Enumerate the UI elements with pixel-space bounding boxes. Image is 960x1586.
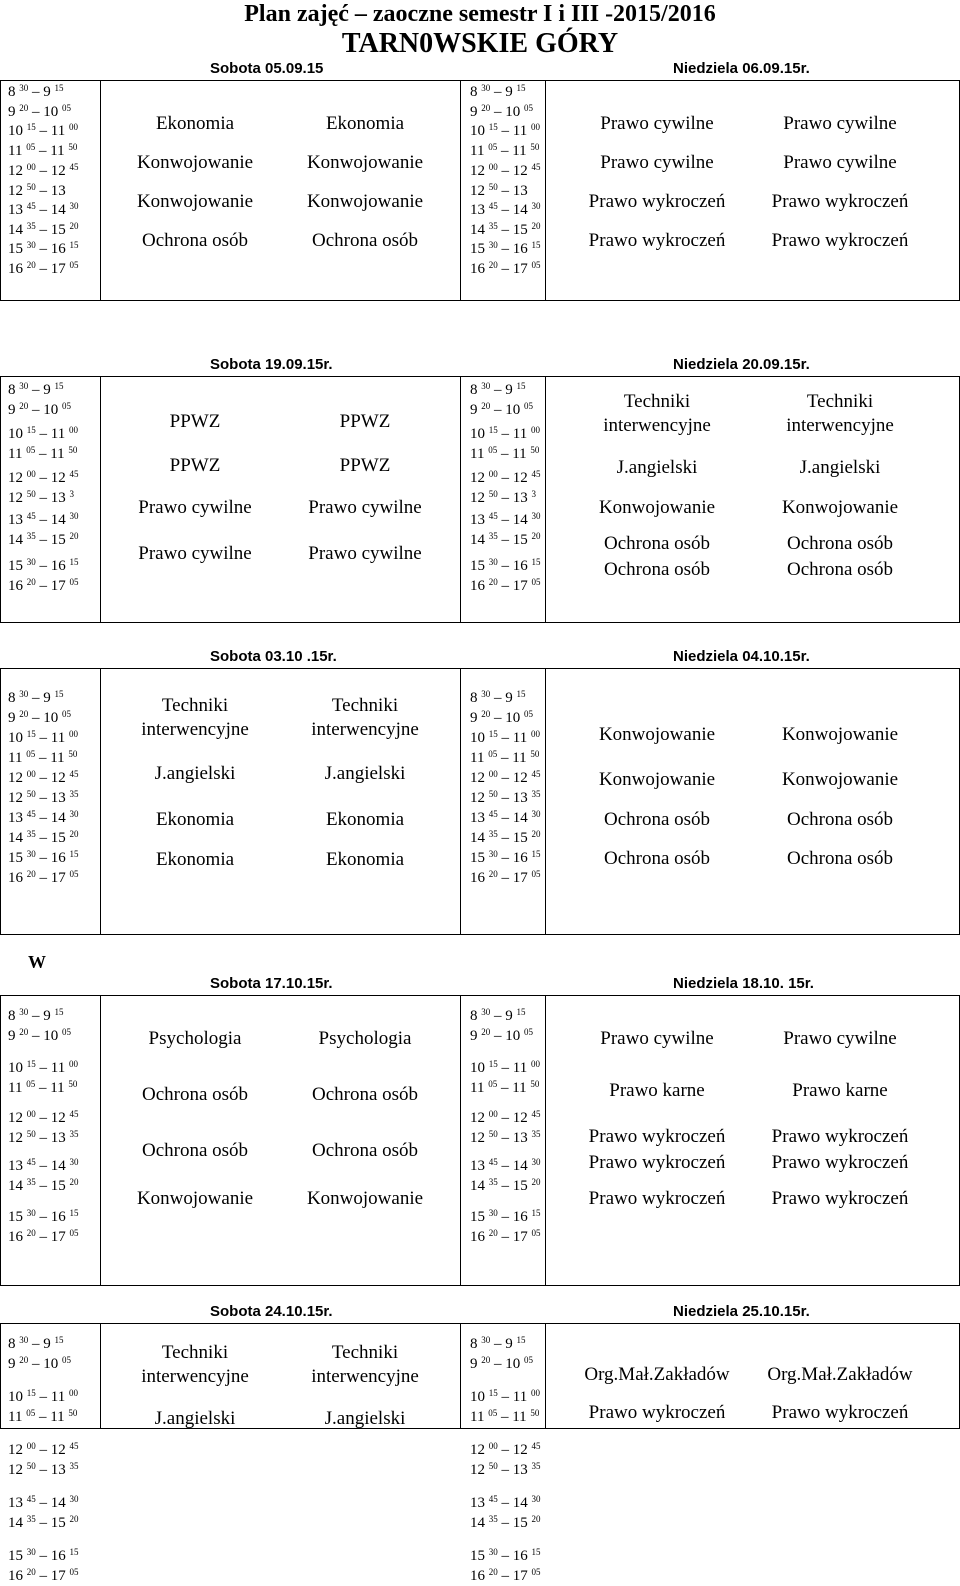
sat-time-end: 16 $^{20}$ – 17 $^{05}$ (8, 1567, 79, 1584)
sat-time-divider (100, 668, 101, 934)
sat-time-start: 13 $^{45}$ – 14 $^{30}$ (8, 201, 79, 218)
sun-subject-group-one: Prawo cywilne (600, 1028, 714, 1049)
weekend-block (0, 1303, 960, 1584)
sat-subject-group-two: Ekonomia (325, 113, 405, 134)
sat-time-start: 8 $^{30}$ – 9 $^{15}$ (8, 381, 64, 398)
sat-time-start: 12 $^{00}$ – 12 $^{45}$ (8, 1109, 79, 1126)
sat-time-start: 15 $^{30}$ – 16 $^{15}$ (8, 240, 79, 257)
sun-time-start: 15 $^{30}$ – 16 $^{15}$ (470, 849, 541, 866)
sun-time-start: 12 $^{00}$ – 12 $^{45}$ (470, 1441, 541, 1458)
sat-time-divider (100, 1323, 101, 1428)
sun-time-end: 14 $^{35}$ – 15 $^{20}$ (470, 1177, 541, 1194)
sunday-date: Niedziela 25.10.15r. (673, 1303, 810, 1320)
sun-time-start: 10 $^{15}$ – 11 $^{00}$ (470, 1388, 540, 1405)
sat-subject-group-one: Konwojowanie (136, 191, 254, 212)
table-left-border (0, 668, 1, 934)
sun-time-start: 10 $^{15}$ – 11 $^{00}$ (470, 122, 540, 139)
sat-subject-group-one: Ekonomia (155, 809, 235, 830)
sat-time-start: 12 $^{00}$ – 12 $^{45}$ (8, 469, 79, 486)
sun-time-end: 14 $^{35}$ – 15 $^{20}$ (470, 531, 541, 548)
sun-time-end: 14 $^{35}$ – 15 $^{20}$ (470, 221, 541, 238)
sat-time-divider (100, 376, 101, 622)
sat-subject-group-one: Konwojowanie (136, 152, 254, 173)
table-left-border (0, 80, 1, 300)
sat-subject-group-two: Psychologia (318, 1028, 412, 1049)
sat-time-start: 15 $^{30}$ – 16 $^{15}$ (8, 1208, 79, 1225)
sat-time-start: 13 $^{45}$ – 14 $^{30}$ (8, 1494, 79, 1511)
sat-time-end: 11 $^{05}$ – 11 $^{50}$ (8, 1079, 78, 1096)
sat-subject-group-two: Ochrona osób (311, 1140, 419, 1161)
sun-subject-group-one: Prawo cywilne (600, 152, 714, 173)
sat-time-end: 14 $^{35}$ – 15 $^{20}$ (8, 829, 79, 846)
sun-time-end: 9 $^{20}$ – 10 $^{05}$ (470, 103, 533, 120)
sat-time-end: 16 $^{20}$ – 17 $^{05}$ (8, 869, 79, 886)
sun-subject-group-two: Prawo wykroczeń (771, 1402, 909, 1423)
weekend-block (0, 975, 960, 1285)
table-top-border (0, 1323, 960, 1324)
sat-subject-group-one: Psychologia (148, 1028, 242, 1049)
sat-subject-group-one: Ekonomia (155, 113, 235, 134)
sun-subject-group-one: Konwojowanie (598, 769, 716, 790)
sun-time-end: 11 $^{05}$ – 11 $^{50}$ (470, 1408, 540, 1425)
sun-time-end: 14 $^{35}$ – 15 $^{20}$ (470, 1514, 541, 1531)
sun-right-divider (545, 1323, 546, 1428)
sun-subject-group-two: Prawo wykroczeń (771, 1126, 909, 1147)
table-bottom-border (0, 300, 960, 301)
sat-time-start: 8 $^{30}$ – 9 $^{15}$ (8, 83, 64, 100)
sat-time-start: 8 $^{30}$ – 9 $^{15}$ (8, 1335, 64, 1352)
sat-subject-group-two: Konwojowanie (306, 191, 424, 212)
sat-subject-group-two: PPWZ (339, 455, 391, 476)
sat-time-end: 16 $^{20}$ – 17 $^{05}$ (8, 260, 79, 277)
sat-subject-group-two: Ekonomia (325, 809, 405, 830)
sat-time-end: 9 $^{20}$ – 10 $^{05}$ (8, 401, 71, 418)
table-left-border (0, 995, 1, 1285)
sun-time-start: 12 $^{00}$ – 12 $^{45}$ (470, 469, 541, 486)
sat-time-start: 15 $^{30}$ – 16 $^{15}$ (8, 557, 79, 574)
sat-subject-group-two: Techniki interwencyjne (311, 1342, 419, 1387)
sun-time-start: 12 $^{00}$ – 12 $^{45}$ (470, 769, 541, 786)
sat-subject-group-one: Prawo cywilne (138, 497, 252, 518)
table-top-border (0, 80, 960, 81)
sun-time-start: 8 $^{30}$ – 9 $^{15}$ (470, 1007, 526, 1024)
table-bottom-border (0, 1285, 960, 1286)
sun-subject-group-two: Konwojowanie (781, 769, 899, 790)
sun-subject-group-one: Prawo cywilne (600, 113, 714, 134)
page-title: Plan zajęć – zaoczne semestr I i III -2015/2016 (244, 1, 716, 27)
sun-subject-group-two: J.angielski (799, 457, 881, 478)
sun-time-end: 12 $^{50}$ – 13 (470, 182, 528, 199)
sun-right-divider (545, 80, 546, 300)
sun-time-end: 16 $^{20}$ – 17 $^{05}$ (470, 577, 541, 594)
sun-right-divider (545, 995, 546, 1285)
sun-time-start: 10 $^{15}$ – 11 $^{00}$ (470, 1059, 540, 1076)
sat-time-start: 13 $^{45}$ – 14 $^{30}$ (8, 511, 79, 528)
sun-subject-group-two: Prawo wykroczeń (771, 1152, 909, 1173)
weekend-block (0, 356, 960, 622)
sun-subject-group-one: Ochrona osób (603, 559, 711, 580)
sat-subject-group-one: J.angielski (154, 1408, 236, 1429)
sat-time-start: 8 $^{30}$ – 9 $^{15}$ (8, 689, 64, 706)
sat-time-start: 12 $^{00}$ – 12 $^{45}$ (8, 1441, 79, 1458)
sat-time-end: 12 $^{50}$ – 13 $^3$ (8, 489, 74, 506)
sat-subject-group-one: J.angielski (154, 763, 236, 784)
sun-time-divider (460, 995, 461, 1285)
sunday-date: Niedziela 04.10.15r. (673, 648, 810, 665)
sun-time-end: 11 $^{05}$ – 11 $^{50}$ (470, 142, 540, 159)
sun-subject-group-one: Ochrona osób (603, 809, 711, 830)
sun-time-end: 16 $^{20}$ – 17 $^{05}$ (470, 869, 541, 886)
sun-subject-group-one: Prawo wykroczeń (588, 1126, 726, 1147)
weekend-block (0, 648, 960, 934)
sun-time-end: 12 $^{50}$ – 13 $^{35}$ (470, 1461, 541, 1478)
sun-time-start: 12 $^{00}$ – 12 $^{45}$ (470, 1109, 541, 1126)
sun-subject-group-two: Ochrona osób (786, 533, 894, 554)
sun-time-divider (460, 80, 461, 300)
sat-time-end: 12 $^{50}$ – 13 $^{35}$ (8, 789, 79, 806)
sun-right-divider (545, 668, 546, 934)
sat-time-end: 16 $^{20}$ – 17 $^{05}$ (8, 1228, 79, 1245)
sun-subject-group-one: Konwojowanie (598, 497, 716, 518)
sunday-date: Niedziela 06.09.15r. (673, 60, 810, 77)
sat-subject-group-one: Konwojowanie (136, 1188, 254, 1209)
saturday-date: Sobota 03.10 .15r. (210, 648, 337, 665)
sat-subject-group-one: Prawo cywilne (138, 543, 252, 564)
sun-time-start: 12 $^{00}$ – 12 $^{45}$ (470, 162, 541, 179)
sat-subject-group-one: Techniki interwencyjne (141, 1342, 249, 1387)
sun-time-start: 15 $^{30}$ – 16 $^{15}$ (470, 1208, 541, 1225)
sun-time-start: 10 $^{15}$ – 11 $^{00}$ (470, 729, 540, 746)
sun-time-end: 12 $^{50}$ – 13 $^{35}$ (470, 1129, 541, 1146)
table-bottom-border (0, 934, 960, 935)
sat-subject-group-two: J.angielski (324, 763, 406, 784)
sun-subject-group-two: Konwojowanie (781, 724, 899, 745)
sat-time-end: 9 $^{20}$ – 10 $^{05}$ (8, 1355, 71, 1372)
sun-time-end: 9 $^{20}$ – 10 $^{05}$ (470, 1355, 533, 1372)
sat-subject-group-one: Ochrona osób (141, 1140, 249, 1161)
sun-subject-group-two: Prawo cywilne (783, 152, 897, 173)
sun-subject-group-two: Prawo cywilne (783, 1028, 897, 1049)
sun-time-start: 15 $^{30}$ – 16 $^{15}$ (470, 557, 541, 574)
sunday-date: Niedziela 18.10. 15r. (673, 975, 814, 992)
sun-subject-group-one: Prawo wykroczeń (588, 230, 726, 251)
sun-time-start: 8 $^{30}$ – 9 $^{15}$ (470, 83, 526, 100)
sun-time-end: 14 $^{35}$ – 15 $^{20}$ (470, 829, 541, 846)
sat-subject-group-one: Techniki interwencyjne (141, 695, 249, 740)
sun-time-start: 10 $^{15}$ – 11 $^{00}$ (470, 425, 540, 442)
sat-subject-group-two: Ekonomia (325, 849, 405, 870)
saturday-date: Sobota 05.09.15 (210, 60, 324, 77)
sun-time-end: 16 $^{20}$ – 17 $^{05}$ (470, 1567, 541, 1584)
sat-time-end: 9 $^{20}$ – 10 $^{05}$ (8, 103, 71, 120)
sun-time-divider (460, 668, 461, 934)
sat-time-end: 11 $^{05}$ – 11 $^{50}$ (8, 142, 78, 159)
sun-time-start: 13 $^{45}$ – 14 $^{30}$ (470, 1157, 541, 1174)
sat-time-end: 14 $^{35}$ – 15 $^{20}$ (8, 221, 79, 238)
sun-time-end: 11 $^{05}$ – 11 $^{50}$ (470, 445, 540, 462)
sat-time-start: 10 $^{15}$ – 11 $^{00}$ (8, 729, 78, 746)
sun-subject-group-one: Ochrona osób (603, 848, 711, 869)
sat-time-start: 15 $^{30}$ – 16 $^{15}$ (8, 849, 79, 866)
sun-subject-group-two: Org.Mał.Zakładów (767, 1364, 913, 1385)
sat-subject-group-two: Prawo cywilne (308, 497, 422, 518)
sun-subject-group-one: Konwojowanie (598, 724, 716, 745)
saturday-date: Sobota 19.09.15r. (210, 356, 333, 373)
sat-time-end: 14 $^{35}$ – 15 $^{20}$ (8, 1514, 79, 1531)
sat-subject-group-one: Ochrona osób (141, 230, 249, 251)
sat-time-end: 12 $^{50}$ – 13 $^{35}$ (8, 1461, 79, 1478)
sat-subject-group-two: Ochrona osób (311, 230, 419, 251)
location-title: TARN0WSKIE GÓRY (341, 28, 619, 59)
sun-subject-group-one: J.angielski (616, 457, 698, 478)
sun-time-end: 9 $^{20}$ – 10 $^{05}$ (470, 401, 533, 418)
sat-time-start: 12 $^{00}$ – 12 $^{45}$ (8, 769, 79, 786)
sun-time-divider (460, 1323, 461, 1428)
sun-time-start: 15 $^{30}$ – 16 $^{15}$ (470, 1547, 541, 1564)
sun-time-end: 9 $^{20}$ – 10 $^{05}$ (470, 1027, 533, 1044)
table-left-border (0, 1323, 1, 1428)
sun-right-divider (545, 376, 546, 622)
w-marker: W (28, 952, 46, 972)
sat-time-divider (100, 80, 101, 300)
table-top-border (0, 995, 960, 996)
sat-time-start: 10 $^{15}$ – 11 $^{00}$ (8, 1059, 78, 1076)
sun-time-end: 16 $^{20}$ – 17 $^{05}$ (470, 1228, 541, 1245)
sat-time-end: 12 $^{50}$ – 13 $^{35}$ (8, 1129, 79, 1146)
sun-subject-group-two: Prawo wykroczeń (771, 191, 909, 212)
saturday-date: Sobota 24.10.15r. (210, 1303, 333, 1320)
sun-time-end: 12 $^{50}$ – 13 $^{35}$ (470, 789, 541, 806)
sat-time-start: 12 $^{00}$ – 12 $^{45}$ (8, 162, 79, 179)
sat-time-end: 11 $^{05}$ – 11 $^{50}$ (8, 749, 78, 766)
sat-subject-group-two: Techniki interwencyjne (311, 695, 419, 740)
table-top-border (0, 668, 960, 669)
sat-time-end: 11 $^{05}$ – 11 $^{50}$ (8, 1408, 78, 1425)
sun-time-start: 13 $^{45}$ – 14 $^{30}$ (470, 201, 541, 218)
sun-time-end: 16 $^{20}$ – 17 $^{05}$ (470, 260, 541, 277)
sun-time-start: 8 $^{30}$ – 9 $^{15}$ (470, 381, 526, 398)
sunday-date: Niedziela 20.09.15r. (673, 356, 810, 373)
sat-subject-group-one: Ochrona osób (141, 1084, 249, 1105)
sun-time-start: 15 $^{30}$ – 16 $^{15}$ (470, 240, 541, 257)
sat-time-start: 13 $^{45}$ – 14 $^{30}$ (8, 1157, 79, 1174)
table-top-border (0, 376, 960, 377)
sat-time-start: 10 $^{15}$ – 11 $^{00}$ (8, 425, 78, 442)
sun-subject-group-two: Ochrona osób (786, 809, 894, 830)
sat-time-start: 13 $^{45}$ – 14 $^{30}$ (8, 809, 79, 826)
sun-subject-group-two: Prawo wykroczeń (771, 230, 909, 251)
sat-time-start: 10 $^{15}$ – 11 $^{00}$ (8, 1388, 78, 1405)
sat-time-end: 9 $^{20}$ – 10 $^{05}$ (8, 1027, 71, 1044)
sat-time-end: 9 $^{20}$ – 10 $^{05}$ (8, 709, 71, 726)
table-bottom-border (0, 622, 960, 623)
sun-time-end: 12 $^{50}$ – 13 $^3$ (470, 489, 536, 506)
sun-time-end: 11 $^{05}$ – 11 $^{50}$ (470, 1079, 540, 1096)
sun-subject-group-two: Ochrona osób (786, 848, 894, 869)
sat-time-end: 14 $^{35}$ – 15 $^{20}$ (8, 531, 79, 548)
sun-subject-group-two: Konwojowanie (781, 497, 899, 518)
sat-time-end: 16 $^{20}$ – 17 $^{05}$ (8, 577, 79, 594)
table-left-border (0, 376, 1, 622)
sat-subject-group-two: Ochrona osób (311, 1084, 419, 1105)
sun-time-start: 13 $^{45}$ – 14 $^{30}$ (470, 809, 541, 826)
saturday-date: Sobota 17.10.15r. (210, 975, 333, 992)
sun-subject-group-two: Prawo wykroczeń (771, 1188, 909, 1209)
weekend-block (0, 60, 960, 300)
sun-subject-group-one: Ochrona osób (603, 533, 711, 554)
sat-time-start: 8 $^{30}$ – 9 $^{15}$ (8, 1007, 64, 1024)
sun-subject-group-two: Prawo cywilne (783, 113, 897, 134)
sat-subject-group-two: Konwojowanie (306, 152, 424, 173)
sun-subject-group-one: Prawo wykroczeń (588, 1152, 726, 1173)
sat-time-start: 10 $^{15}$ – 11 $^{00}$ (8, 122, 78, 139)
sat-time-divider (100, 995, 101, 1285)
sun-subject-group-one: Prawo karne (609, 1080, 705, 1101)
sat-subject-group-one: PPWZ (169, 411, 221, 432)
sat-subject-group-two: J.angielski (324, 1408, 406, 1429)
sun-subject-group-one: Prawo wykroczeń (588, 1402, 726, 1423)
sun-subject-group-two: Ochrona osób (786, 559, 894, 580)
sun-subject-group-one: Org.Mał.Zakładów (584, 1364, 730, 1385)
sun-time-start: 13 $^{45}$ – 14 $^{30}$ (470, 1494, 541, 1511)
sun-time-start: 8 $^{30}$ – 9 $^{15}$ (470, 689, 526, 706)
sun-subject-group-one: Techniki interwencyjne (603, 391, 711, 436)
sun-time-start: 8 $^{30}$ – 9 $^{15}$ (470, 1335, 526, 1352)
sat-subject-group-one: PPWZ (169, 455, 221, 476)
sun-time-end: 11 $^{05}$ – 11 $^{50}$ (470, 749, 540, 766)
sun-subject-group-two: Techniki interwencyjne (786, 391, 894, 436)
sun-subject-group-one: Prawo wykroczeń (588, 191, 726, 212)
sat-time-start: 15 $^{30}$ – 16 $^{15}$ (8, 1547, 79, 1564)
sat-time-end: 14 $^{35}$ – 15 $^{20}$ (8, 1177, 79, 1194)
sat-time-end: 12 $^{50}$ – 13 (8, 182, 66, 199)
sat-subject-group-two: Prawo cywilne (308, 543, 422, 564)
sun-time-start: 13 $^{45}$ – 14 $^{30}$ (470, 511, 541, 528)
sun-subject-group-one: Prawo wykroczeń (588, 1188, 726, 1209)
sun-time-divider (460, 376, 461, 622)
sun-subject-group-two: Prawo karne (792, 1080, 888, 1101)
sat-time-end: 11 $^{05}$ – 11 $^{50}$ (8, 445, 78, 462)
sat-subject-group-two: PPWZ (339, 411, 391, 432)
sun-time-end: 9 $^{20}$ – 10 $^{05}$ (470, 709, 533, 726)
sat-subject-group-two: Konwojowanie (306, 1188, 424, 1209)
sat-subject-group-one: Ekonomia (155, 849, 235, 870)
